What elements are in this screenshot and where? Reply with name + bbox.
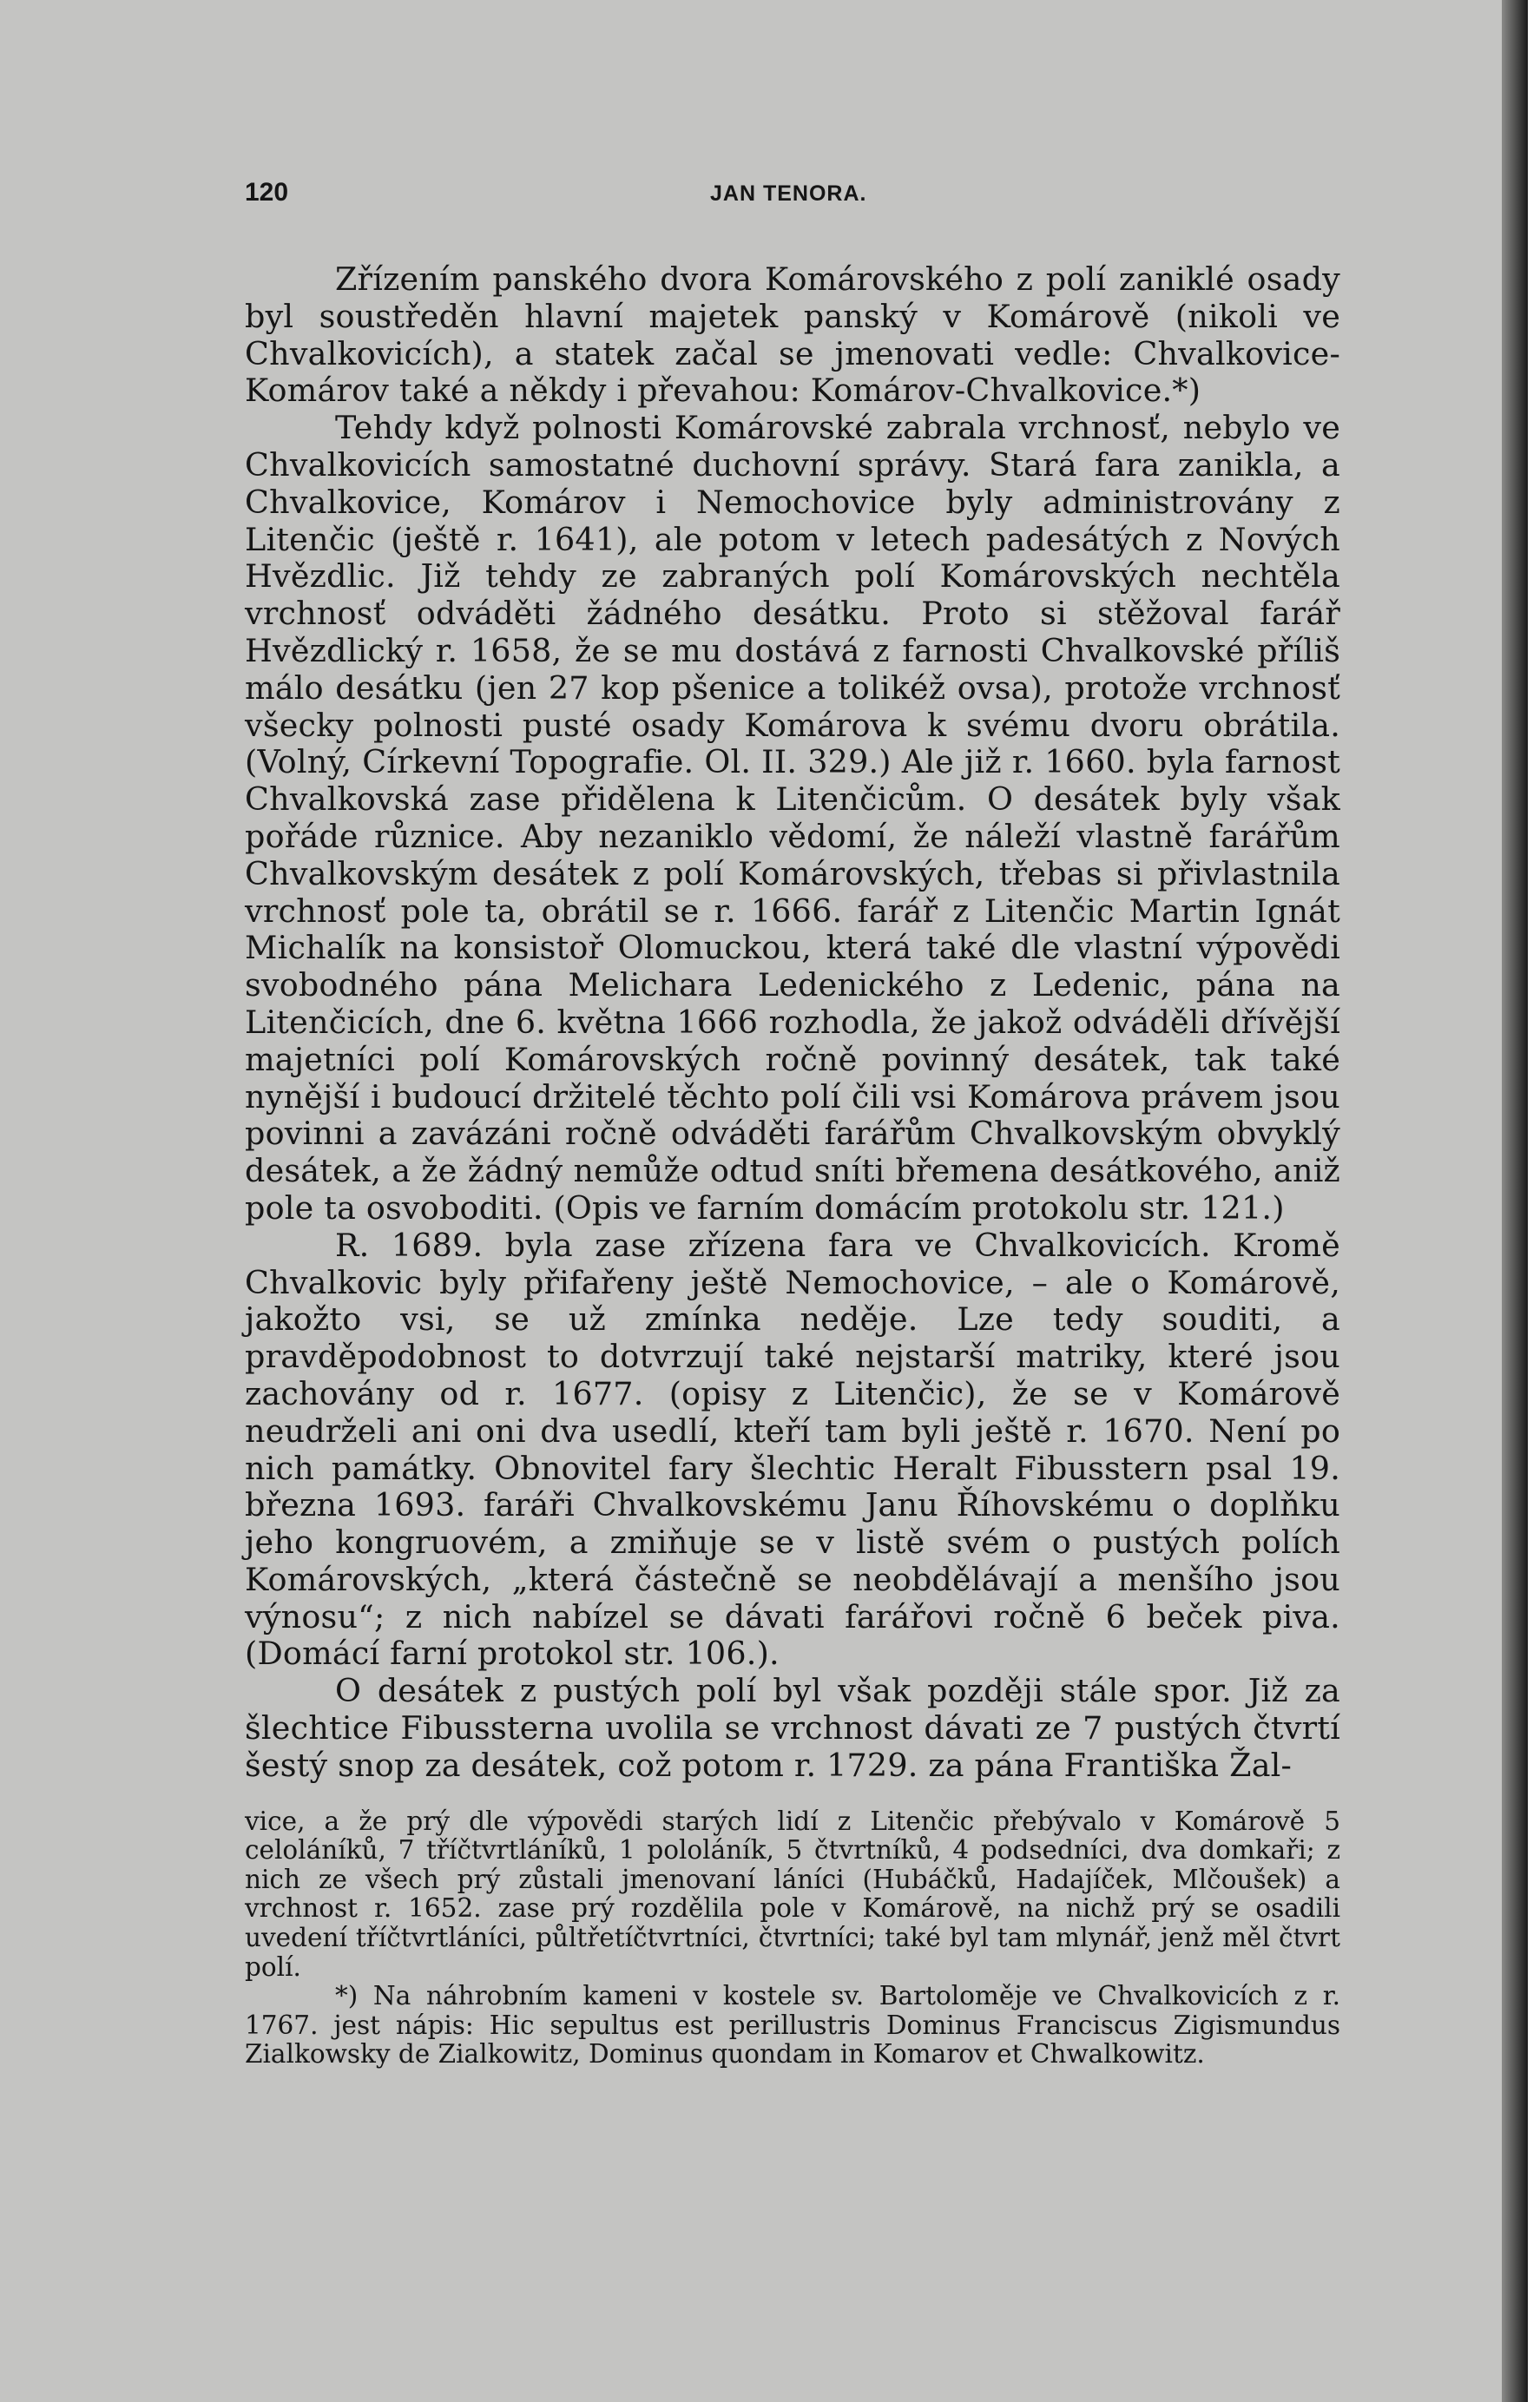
running-head-author: JAN TENORA. xyxy=(710,181,867,206)
body-paragraph: Tehdy když polnosti Komárovské zabrala vrchnosť, nebylo ve Chvalkovicích samostatné duchovní správy. Stará fara zanikla, a Chvalkovice, Komárov i Nemochovice byly administrovány z Litenčic (ještě r. 1641), ale potom v letech padesátých z Nových Hvězdlic. Již tehdy ze zabraných polí Komárovských nechtěla vrchnosť odváděti žádného desátku. Proto si stěžoval farář Hvězdlický r. 1658, že se mu dostává z farnosti Chvalkovské příliš málo desátku (jen 27 kop pšenice a tolikéž ovsa), protože vrchnosť všecky polnosti pusté osady Komárova k svému dvoru obrátila. (Volný, Církevní Topografie. Ol. II. 329.) Ale již r. 1660. byla farnost Chvalkovská zase přidělena k Litenčicům. O desátek byly však pořáde různice. Aby nezaniklo vědomí, že náleží vlastně farářům Chvalkovským desátek z polí Komárovských, třebas si přivlastnila vrchnosť pole ta, obrátil se r. 1666. farář z Litenčic Martin Ignát Michalík na konsistoř Olomuckou, která také dle vlastní výpovědi svobodného pána Melichara Ledenického z Ledenic, pána na Litenčicích, dne 6. května 1666 rozhodla, že jakož odváděli dřívější majetníci polí Komárovských ročně povinný desátek, tak také nynější i budoucí držitelé těchto polí čili vsi Komárova právem jsou povinni a zavázáni ročně odváděti farářům Chvalkovským obvyklý desátek, a že žádný nemůže odtud sníti břemena desátkového, aniž pole ta osvoboditi. (Opis ve farním domácím protokolu str. 121.) xyxy=(245,409,1340,1227)
body-text xyxy=(245,261,1340,1785)
footnotes xyxy=(245,1807,1340,2070)
page-header xyxy=(245,178,1340,216)
scan-edge-shadow xyxy=(1502,0,1528,2402)
book-page xyxy=(245,178,1340,2070)
body-paragraph: O desátek z pustých polí byl však později stále spor. Již za šlechtice Fibussterna uvolila se vrchnost dávati ze 7 pustých čtvrtí šestý snop za desátek, což potom r. 1729. za pána Františka Žal- xyxy=(245,1672,1340,1784)
footnote-continuation: vice, a že prý dle výpovědi starých lidí z Litenčic přebývalo v Komárově 5 celoláníků, 7 tříčtvrtláníků, 1 pololáník, 5 čtvrtníků, 4 podsedníci, dva domkaři; z nich ze všech prý zůstali jmenovaní láníci (Hubáčků, Hadajíček, Mlčoušek) a vrchnost r. 1652. zase prý rozdělila pole v Komárově, na nichž prý se osadili uvedení tříčtvrtláníci, půltřetíčtvrtníci, čtvrtníci; také byl tam mlynář, jenž měl čtvrt polí. xyxy=(245,1806,1340,1982)
page-number: 120 xyxy=(245,178,289,207)
footnote-tombstone: *) Na náhrobním kameni v kostele sv. Bartoloměje ve Chvalkovicích z r. 1767. jest nápis: Hic sepultus est perillustris Dominus Franciscus Zigismundus Zialkowsky de Zialkowitz, Dominus quondam in Komarov et Chwalkowitz. xyxy=(245,1981,1340,2070)
body-paragraph: Zřízením panského dvora Komárovského z polí zaniklé osady byl soustředěn hlavní majetek panský v Komárově (nikoli ve Chvalkovicích), a statek začal se jmenovati vedle: Chvalkovice-Komárov také a někdy i převahou: Komárov-Chvalkovice.*) xyxy=(245,260,1340,410)
body-paragraph: R. 1689. byla zase zřízena fara ve Chvalkovicích. Kromě Chvalkovic byly přifařeny ještě Nemochovice, – ale o Komárově, jakožto vsi, se už zmínka neděje. Lze tedy souditi, a pravděpodobnost to dotvrzují také nejstarší matriky, které jsou zachovány od r. 1677. (opisy z Litenčic), že se v Komárově neudrželi ani oni dva usedlí, kteří tam byli ještě r. 1670. Není po nich památky. Obnovitel fary šlechtic Heralt Fibusstern psal 19. března 1693. faráři Chvalkovskému Janu Říhovskému o doplňku jeho kongruovém, a zmiňuje se v listě svém o pustých polích Komárovských, „která částečně se neobdělávají a menšího jsou výnosu“; z nich nabízel se dávati farářovi ročně 6 beček piva. (Domácí farní protokol str. 106.). xyxy=(245,1226,1340,1673)
